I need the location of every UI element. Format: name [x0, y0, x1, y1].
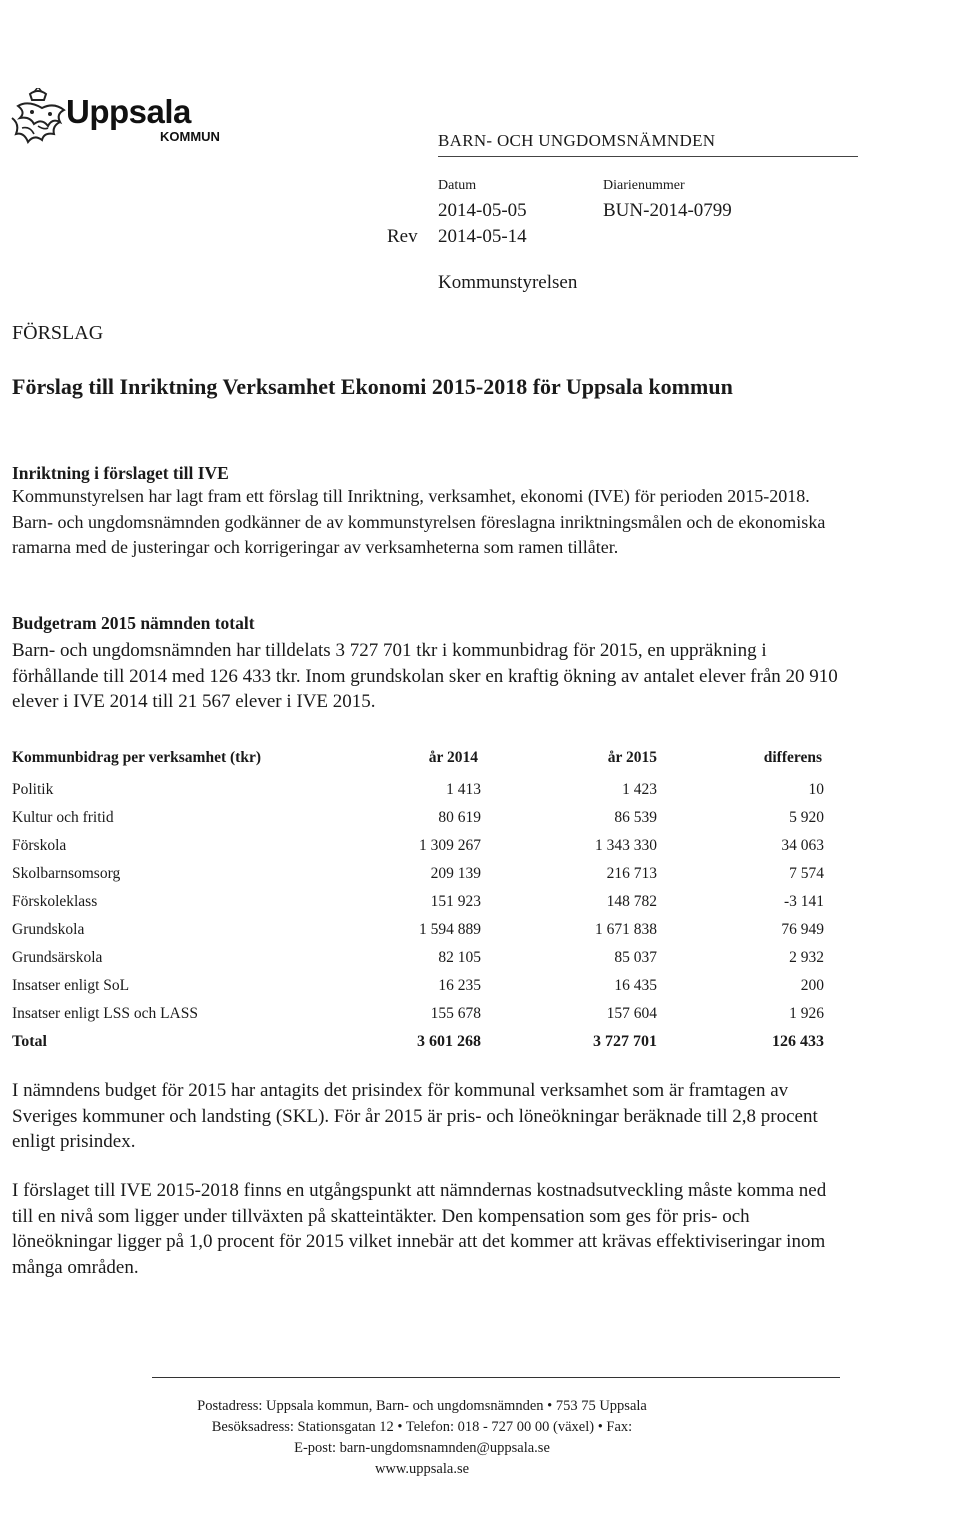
document-title: Förslag till Inriktning Verksamhet Ekonomi 2015-2018 för Uppsala kommun — [12, 374, 733, 399]
row-label: Förskola — [12, 837, 67, 854]
value-2015: 157 604 — [606, 1005, 657, 1022]
value-differens: 7 574 — [789, 865, 824, 882]
table-row — [12, 833, 824, 861]
table-row — [12, 861, 824, 889]
datum-label: Datum — [438, 178, 477, 193]
value-2014: 80 619 — [438, 809, 481, 826]
row-label: Insatser enligt SoL — [12, 977, 130, 994]
footer-email: E-post: barn-ungdomsnamnden@uppsala.se — [294, 1440, 550, 1456]
footer-postal-address: Postadress: Uppsala kommun, Barn- och ungdomsnämnden • 753 75 Uppsala — [197, 1398, 647, 1414]
table-row — [12, 805, 824, 833]
value-2015: 148 782 — [606, 893, 657, 910]
rev-value: 2014-05-14 — [438, 226, 527, 247]
value-2015: 85 037 — [614, 949, 657, 966]
value-2015: 1 343 330 — [595, 837, 657, 854]
row-label: Politik — [12, 781, 54, 798]
section-text-inriktning: Kommunstyrelsen har lagt fram ett förslag till Inriktning, verksamhet, ekonomi (IVE) för perioden 2015-2018. Barn- och ungdomsnämnden godkänner de av kommunstyrelsen föreslagna inriktningsmålen och de ekonomiska ramarna med de justeringar och korrigeringar av verksamheterna som ramen tillåter. — [12, 486, 826, 557]
value-2015: 16 435 — [614, 977, 657, 994]
value-2014: 82 105 — [438, 949, 481, 966]
logo-wordmark: Uppsala — [66, 93, 191, 130]
column-header-verksamhet: Kommunbidrag per verksamhet (tkr) — [12, 749, 261, 766]
total-2015: 3 727 701 — [593, 1033, 657, 1050]
value-2014: 151 923 — [430, 893, 481, 910]
row-label: Kultur och fritid — [12, 809, 114, 826]
column-header-2014: år 2014 — [428, 749, 478, 766]
row-label: Grundskola — [12, 921, 85, 938]
row-label: Insatser enligt LSS och LASS — [12, 1005, 198, 1022]
section-heading-inriktning: Inriktning i förslaget till IVE — [12, 463, 229, 483]
total-differens: 126 433 — [772, 1033, 824, 1050]
table-header-row — [12, 745, 824, 775]
column-header-differens: differens — [763, 749, 822, 766]
row-label: Grundsärskola — [12, 949, 103, 966]
diarienummer-label: Diarienummer — [603, 178, 685, 193]
value-2014: 155 678 — [430, 1005, 481, 1022]
value-2014: 1 413 — [446, 781, 481, 798]
total-label: Total — [12, 1033, 47, 1050]
table-row — [12, 889, 824, 917]
table-row — [12, 973, 824, 1001]
value-2015: 1 671 838 — [595, 921, 657, 938]
value-2014: 16 235 — [438, 977, 481, 994]
paragraph-prisindex: I nämndens budget för 2015 har antagits det prisindex för kommunal verksamhet som är framtagen av Sveriges kommuner och landsting (SKL). För år 2015 är pris- och löneökningar beräknade till 2,8 procent enligt prisindex. — [12, 1080, 818, 1152]
recipient: Kommunstyrelsen — [438, 272, 578, 293]
column-header-2015: år 2015 — [607, 749, 657, 766]
logo-subtext: KOMMUN — [160, 129, 220, 144]
table-body — [12, 777, 824, 1057]
diarienummer-value: BUN-2014-0799 — [603, 200, 732, 221]
table-row — [12, 945, 824, 973]
document-type-label: FÖRSLAG — [12, 322, 104, 344]
table-total-row — [12, 1029, 824, 1057]
footer — [152, 1396, 692, 1480]
value-differens: 34 063 — [781, 837, 824, 854]
value-differens: 10 — [808, 781, 824, 798]
value-differens: 5 920 — [789, 809, 824, 826]
section-heading-budgetram: Budgetram 2015 nämnden totalt — [12, 613, 255, 633]
row-label: Förskoleklass — [12, 893, 98, 910]
section-text-budgetram: Barn- och ungdomsnämnden har tilldelats 3 727 701 tkr i kommunbidrag för 2015, en uppräkning i förhållande till 2014 med 126 433 tkr. Inom grundskolan sker en kraftig ökning av antalet elever från 20 910 elever i IVE 2014 till 21 567 elever i IVE 2015. — [12, 640, 838, 712]
organization-name: BARN- OCH UNGDOMSNÄMNDEN — [438, 131, 716, 150]
paragraph-kostnadsutveckling: I förslaget till IVE 2015-2018 finns en utgångspunkt att nämndernas kostnadsutveckling måste komma ned till en nivå som ligger under tillväxten på skatteintäkter. Den kompensation som ges för pris- och löneökningar ligger på 1,0 procent för 2015 vilket innebär att det kommer att krävas effektiviseringar inom många områden. — [12, 1180, 827, 1278]
footer-website: www.uppsala.se — [374, 1461, 470, 1477]
value-2015: 86 539 — [614, 809, 657, 826]
footer-divider — [152, 1377, 840, 1378]
row-label: Skolbarnsomsorg — [12, 865, 121, 882]
value-differens: -3 141 — [783, 893, 824, 910]
value-differens: 2 932 — [789, 949, 824, 966]
value-2014: 1 309 267 — [419, 837, 481, 854]
value-2015: 216 713 — [606, 865, 657, 882]
value-differens: 200 — [800, 977, 824, 994]
table-row — [12, 1001, 824, 1029]
coat-of-arms-icon — [8, 88, 68, 154]
value-2014: 1 594 889 — [419, 921, 481, 938]
budget-table — [12, 745, 824, 1057]
value-2014: 209 139 — [430, 865, 481, 882]
table-row — [12, 777, 824, 805]
value-differens: 76 949 — [781, 921, 824, 938]
value-differens: 1 926 — [789, 1005, 824, 1022]
value-2015: 1 423 — [622, 781, 657, 798]
header-divider — [438, 156, 858, 157]
datum-value: 2014-05-05 — [438, 200, 527, 221]
total-2014: 3 601 268 — [417, 1033, 481, 1050]
rev-label: Rev — [387, 226, 418, 247]
table-row — [12, 917, 824, 945]
footer-visit-address: Besöksadress: Stationsgatan 12 • Telefon: 018 - 727 00 00 (växel) • Fax: — [211, 1419, 633, 1435]
